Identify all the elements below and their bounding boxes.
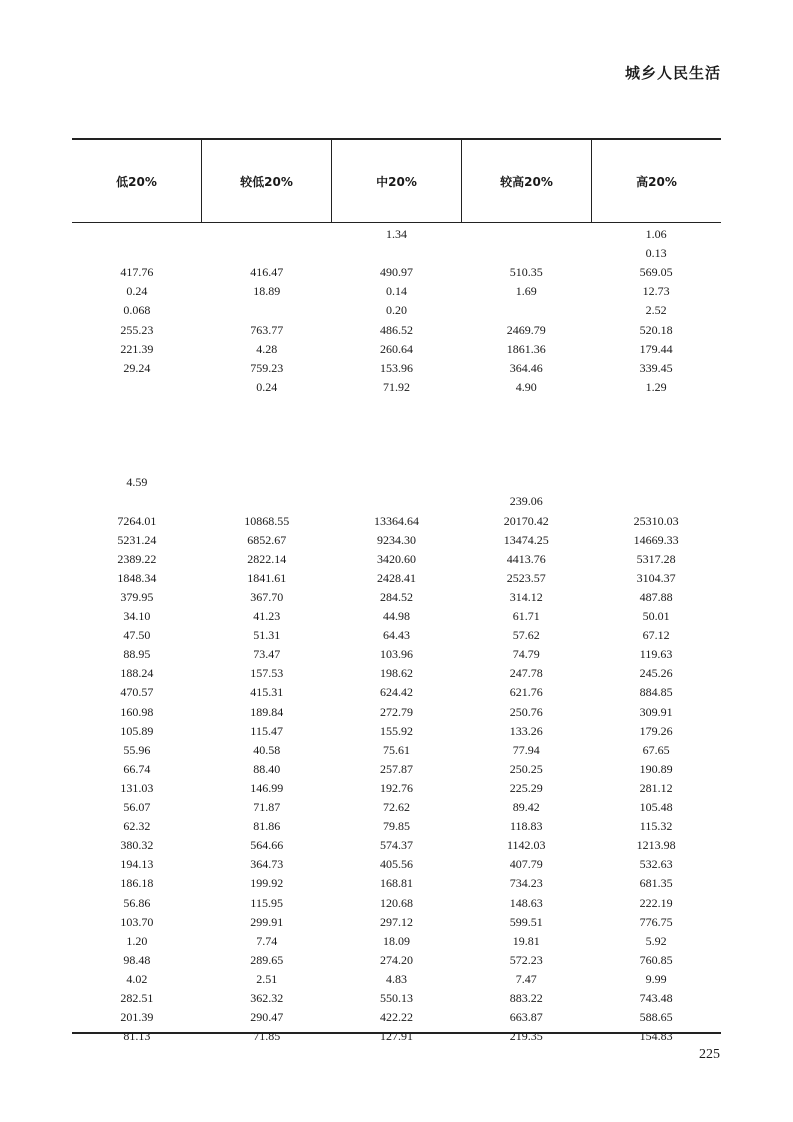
table-cell: 621.76 <box>509 685 543 700</box>
table-cell <box>202 244 332 263</box>
table-cell: 154.83 <box>639 1029 673 1044</box>
table-cell <box>332 492 462 511</box>
table-cell: 79.85 <box>382 819 410 834</box>
table-cell: 19.81 <box>512 933 540 948</box>
table-cell: 1.20 <box>126 933 148 948</box>
table-cell: 1142.03 <box>507 838 546 853</box>
table-row <box>72 531 721 550</box>
page-number: 225 <box>699 1047 720 1062</box>
table-cell: 250.25 <box>509 761 543 776</box>
table-cell: 131.03 <box>120 780 154 795</box>
table-cell: 239.06 <box>509 494 543 509</box>
table-row <box>72 569 721 588</box>
table-cell: 260.64 <box>379 341 413 356</box>
table-cell: 133.26 <box>509 723 543 738</box>
table-cell: 0.20 <box>385 303 407 318</box>
table-cell: 67.65 <box>642 742 670 757</box>
table-cell: 188.24 <box>120 666 154 681</box>
table-cell: 199.92 <box>250 876 284 891</box>
table-cell: 5231.24 <box>117 532 157 547</box>
table-cell: 9.99 <box>645 971 667 986</box>
table-cell: 520.18 <box>639 322 673 337</box>
table-cell: 57.62 <box>512 628 540 643</box>
table-cell: 1.69 <box>515 284 537 299</box>
table-body <box>72 223 721 1044</box>
table-cell: 1861.36 <box>506 341 546 356</box>
table-cell: 532.63 <box>639 857 673 872</box>
table-cell: 105.48 <box>639 800 673 814</box>
table-cell: 0.24 <box>126 284 148 299</box>
table-cell: 681.35 <box>639 876 673 891</box>
table-cell: 4.90 <box>515 379 537 394</box>
table-cell: 71.87 <box>253 800 281 814</box>
table-cell: 103.70 <box>120 914 154 929</box>
table-cell: 759.23 <box>250 360 284 375</box>
table-cell: 1848.34 <box>117 570 157 585</box>
table-row <box>72 378 721 397</box>
table-cell: 588.65 <box>639 1010 673 1025</box>
table-cell: 73.47 <box>253 647 281 662</box>
table-cell: 490.97 <box>379 265 413 280</box>
table-cell <box>461 416 591 435</box>
table-cell: 5317.28 <box>636 551 676 566</box>
table-cell: 64.43 <box>382 628 410 643</box>
table-cell <box>461 454 591 473</box>
table-cell: 67.12 <box>642 628 670 643</box>
table-cell: 219.35 <box>509 1029 543 1044</box>
table-cell: 50.01 <box>642 609 670 623</box>
table-cell: 367.70 <box>250 589 284 604</box>
table-header-row <box>72 140 721 223</box>
table-cell <box>72 378 202 397</box>
table-row <box>72 913 721 932</box>
table-row <box>72 817 721 836</box>
table-cell: 282.51 <box>120 991 154 1005</box>
table-cell: 74.79 <box>512 647 540 662</box>
table-row <box>72 989 721 1008</box>
table-cell: 289.65 <box>250 952 284 967</box>
table-row <box>72 550 721 569</box>
table-cell: 416.47 <box>250 265 284 280</box>
table-cell: 1841.61 <box>247 570 287 585</box>
table-row <box>72 397 721 416</box>
table-cell <box>591 473 721 492</box>
table-row <box>72 626 721 645</box>
table-cell <box>591 435 721 454</box>
table-cell: 61.71 <box>512 609 540 623</box>
table-cell: 75.61 <box>382 742 410 757</box>
table-cell: 77.94 <box>512 742 540 757</box>
table-cell: 190.89 <box>639 761 673 776</box>
table-cell: 314.12 <box>509 589 543 604</box>
table-cell: 1.29 <box>645 379 667 394</box>
table-cell: 734.23 <box>509 876 543 891</box>
table-cell <box>72 435 202 454</box>
table-cell: 155.92 <box>379 723 413 738</box>
table-cell: 379.95 <box>120 589 154 604</box>
table-row <box>72 225 721 244</box>
table-cell <box>202 397 332 416</box>
table-cell: 34.10 <box>123 609 151 623</box>
table-row <box>72 244 721 263</box>
table-cell: 572.23 <box>509 952 543 967</box>
table-row <box>72 607 721 626</box>
table-row <box>72 588 721 607</box>
table-cell: 380.32 <box>120 838 154 853</box>
table-bottom-rule <box>72 1032 721 1034</box>
table-cell: 0.24 <box>256 379 278 394</box>
table-row <box>72 874 721 893</box>
table-row <box>72 301 721 320</box>
table-cell: 127.91 <box>379 1029 413 1044</box>
table-cell: 0.14 <box>385 284 407 299</box>
table-cell: 417.76 <box>120 265 154 280</box>
table-cell: 9234.30 <box>376 532 416 547</box>
table-cell: 71.85 <box>253 1029 281 1044</box>
table-cell: 179.26 <box>639 723 673 738</box>
table-row <box>72 932 721 951</box>
running-head: 城乡人民生活 <box>624 64 721 82</box>
table-cell: 569.05 <box>639 265 673 280</box>
table-cell: 18.09 <box>382 933 410 948</box>
table-cell: 192.76 <box>379 780 413 795</box>
table-cell: 4.83 <box>385 971 407 986</box>
table-row <box>72 683 721 702</box>
table-cell: 56.86 <box>123 895 151 910</box>
table-cell: 179.44 <box>639 341 673 356</box>
table-cell: 362.32 <box>250 991 284 1005</box>
table-cell <box>72 244 202 263</box>
table-cell: 2389.22 <box>117 551 157 566</box>
table-row <box>72 836 721 855</box>
table-cell <box>461 435 591 454</box>
table-cell: 422.22 <box>379 1010 413 1025</box>
table-cell: 309.91 <box>639 704 673 719</box>
table-cell: 0.13 <box>645 246 667 261</box>
table-row <box>72 855 721 874</box>
table-cell: 564.66 <box>250 838 284 853</box>
table-cell: 51.31 <box>253 628 281 643</box>
table-cell: 18.89 <box>253 284 281 299</box>
table-cell: 364.46 <box>509 360 543 375</box>
table-row <box>72 321 721 340</box>
column-header-middle-20: 中20% <box>331 140 461 222</box>
table-cell: 663.87 <box>509 1010 543 1025</box>
table-cell: 250.76 <box>509 704 543 719</box>
table-cell: 148.63 <box>509 895 543 910</box>
table-cell <box>202 301 332 320</box>
table-row <box>72 512 721 531</box>
table-cell: 88.95 <box>123 647 151 662</box>
table-row <box>72 416 721 435</box>
table-row <box>72 779 721 798</box>
table-cell: 40.58 <box>253 742 281 757</box>
table-cell: 743.48 <box>639 991 673 1005</box>
table-cell: 470.57 <box>120 685 154 700</box>
table-row <box>72 340 721 359</box>
table-cell <box>332 454 462 473</box>
table-cell: 62.32 <box>123 819 151 834</box>
table-cell: 118.83 <box>510 819 543 834</box>
table-cell: 407.79 <box>509 857 543 872</box>
table-cell: 255.23 <box>120 322 154 337</box>
table-cell <box>202 225 332 244</box>
table-cell: 247.78 <box>509 666 543 681</box>
table-cell <box>591 397 721 416</box>
table-cell: 14669.33 <box>633 532 679 547</box>
table-cell: 98.48 <box>123 952 151 967</box>
table-cell: 225.29 <box>509 780 543 795</box>
table-cell <box>591 454 721 473</box>
table-cell: 763.77 <box>250 322 284 337</box>
table-row <box>72 703 721 722</box>
table-cell <box>72 416 202 435</box>
table-cell: 4413.76 <box>506 551 546 566</box>
table-row <box>72 454 721 473</box>
table-cell: 0.068 <box>123 303 151 318</box>
table-cell: 105.89 <box>120 723 154 738</box>
table-row <box>72 664 721 683</box>
table-cell: 55.96 <box>123 742 151 757</box>
table-cell: 13364.64 <box>373 513 419 528</box>
column-header-low-20: 低20% <box>116 174 157 189</box>
table-cell <box>461 473 591 492</box>
table-row <box>72 894 721 913</box>
table-cell: 2469.79 <box>506 322 546 337</box>
table-cell: 4.59 <box>126 475 148 490</box>
table-cell <box>72 397 202 416</box>
table-cell: 2523.57 <box>506 570 546 585</box>
table-cell: 29.24 <box>123 360 151 375</box>
table-cell: 1.34 <box>385 227 407 241</box>
table-cell: 189.84 <box>250 704 284 719</box>
table-row <box>72 645 721 664</box>
table-cell: 364.73 <box>250 857 284 872</box>
table-cell: 487.88 <box>639 589 673 604</box>
table-cell: 883.22 <box>509 991 543 1005</box>
table-cell: 146.99 <box>250 780 284 795</box>
table-row <box>72 473 721 492</box>
table-cell: 10868.55 <box>244 513 290 528</box>
table-cell <box>332 244 462 263</box>
table-cell <box>461 225 591 244</box>
table-cell: 160.98 <box>120 704 154 719</box>
table-cell: 66.74 <box>123 761 151 776</box>
table-cell: 599.51 <box>509 914 543 929</box>
table-cell <box>591 492 721 511</box>
table-row <box>72 798 721 817</box>
table-row <box>72 492 721 511</box>
table-cell: 7.47 <box>515 971 537 986</box>
table-cell: 89.42 <box>512 800 540 814</box>
table-row <box>72 970 721 989</box>
table-cell: 760.85 <box>639 952 673 967</box>
table-row <box>72 435 721 454</box>
table-cell: 2822.14 <box>247 551 287 566</box>
table-cell <box>461 301 591 320</box>
table-cell: 415.31 <box>250 685 284 700</box>
table-cell <box>72 492 202 511</box>
table-row <box>72 1008 721 1027</box>
table-cell: 274.20 <box>379 952 413 967</box>
table-cell <box>332 416 462 435</box>
table-cell <box>72 225 202 244</box>
table-cell: 186.18 <box>120 876 154 891</box>
table-cell: 486.52 <box>379 322 413 337</box>
table-row <box>72 282 721 301</box>
table-cell: 510.35 <box>509 265 543 280</box>
table-cell: 119.63 <box>639 647 673 662</box>
table-row <box>72 760 721 779</box>
table-cell: 41.23 <box>253 609 281 623</box>
table-cell: 2.51 <box>256 971 278 986</box>
table-cell: 3104.37 <box>636 570 676 585</box>
table-cell: 624.42 <box>379 685 413 700</box>
table-cell: 1213.98 <box>636 838 676 853</box>
table-cell: 13474.25 <box>503 532 549 547</box>
table-cell: 574.37 <box>379 838 413 853</box>
table-cell: 1.06 <box>645 227 667 241</box>
table-cell: 194.13 <box>120 857 154 872</box>
table-cell: 290.47 <box>250 1010 284 1025</box>
table-cell: 3420.60 <box>376 551 416 566</box>
table-cell: 6852.67 <box>247 532 287 547</box>
table-row <box>72 741 721 760</box>
table-cell: 56.07 <box>123 800 151 814</box>
table-row <box>72 263 721 282</box>
table-cell: 88.40 <box>253 761 281 776</box>
table-cell: 81.13 <box>123 1029 151 1044</box>
table-cell: 4.02 <box>126 971 148 986</box>
table-row <box>72 359 721 378</box>
table-cell: 72.62 <box>382 800 410 814</box>
table-cell: 12.73 <box>642 284 670 299</box>
table-cell: 71.92 <box>382 379 410 394</box>
table-cell: 47.50 <box>123 628 151 643</box>
table-cell <box>202 473 332 492</box>
table-cell <box>461 397 591 416</box>
table-cell: 5.92 <box>645 933 667 948</box>
table-cell: 115.47 <box>250 723 283 738</box>
table-cell: 120.68 <box>379 895 413 910</box>
table-cell: 44.98 <box>382 609 410 623</box>
table-cell: 2.52 <box>645 303 667 318</box>
table-cell: 776.75 <box>639 914 673 929</box>
table-cell: 81.86 <box>253 819 281 834</box>
table-cell: 222.19 <box>639 895 673 910</box>
table-row <box>72 1027 721 1046</box>
table-cell <box>202 416 332 435</box>
table-cell: 198.62 <box>379 666 413 681</box>
data-table <box>72 138 721 1044</box>
table-cell: 25310.03 <box>633 513 679 528</box>
table-cell <box>461 244 591 263</box>
table-cell <box>332 397 462 416</box>
table-cell: 884.85 <box>639 685 673 700</box>
table-cell <box>332 435 462 454</box>
table-cell <box>332 473 462 492</box>
table-cell: 168.81 <box>379 876 413 891</box>
table-cell <box>72 454 202 473</box>
table-cell: 272.79 <box>379 704 413 719</box>
table-cell: 115.32 <box>639 819 673 834</box>
table-cell <box>202 492 332 511</box>
table-cell: 2428.41 <box>376 570 416 585</box>
table-cell: 550.13 <box>379 991 413 1005</box>
table-cell <box>202 435 332 454</box>
table-cell <box>202 454 332 473</box>
table-cell: 405.56 <box>379 857 413 872</box>
table-cell: 339.45 <box>639 360 673 375</box>
table-cell: 245.26 <box>639 666 673 681</box>
table-row <box>72 951 721 970</box>
table-cell: 115.95 <box>250 895 283 910</box>
table-cell: 7264.01 <box>117 513 157 528</box>
table-cell: 103.96 <box>379 647 413 662</box>
table-cell: 4.28 <box>256 341 278 356</box>
table-row <box>72 722 721 741</box>
column-header-higher-20: 较高20% <box>461 140 591 222</box>
column-header-high-20: 高20% <box>591 140 721 222</box>
table-cell: 257.87 <box>379 761 413 776</box>
table-cell: 153.96 <box>379 360 413 375</box>
table-cell: 299.91 <box>250 914 284 929</box>
table-cell: 157.53 <box>250 666 284 681</box>
table-cell: 297.12 <box>379 914 413 929</box>
table-cell: 281.12 <box>639 780 673 795</box>
table-cell: 20170.42 <box>503 513 549 528</box>
table-cell: 201.39 <box>120 1010 154 1025</box>
table-cell: 7.74 <box>256 933 278 948</box>
column-header-lower-20: 较低20% <box>201 140 331 222</box>
table-cell: 284.52 <box>379 589 413 604</box>
table-cell <box>591 416 721 435</box>
table-cell: 221.39 <box>120 341 154 356</box>
